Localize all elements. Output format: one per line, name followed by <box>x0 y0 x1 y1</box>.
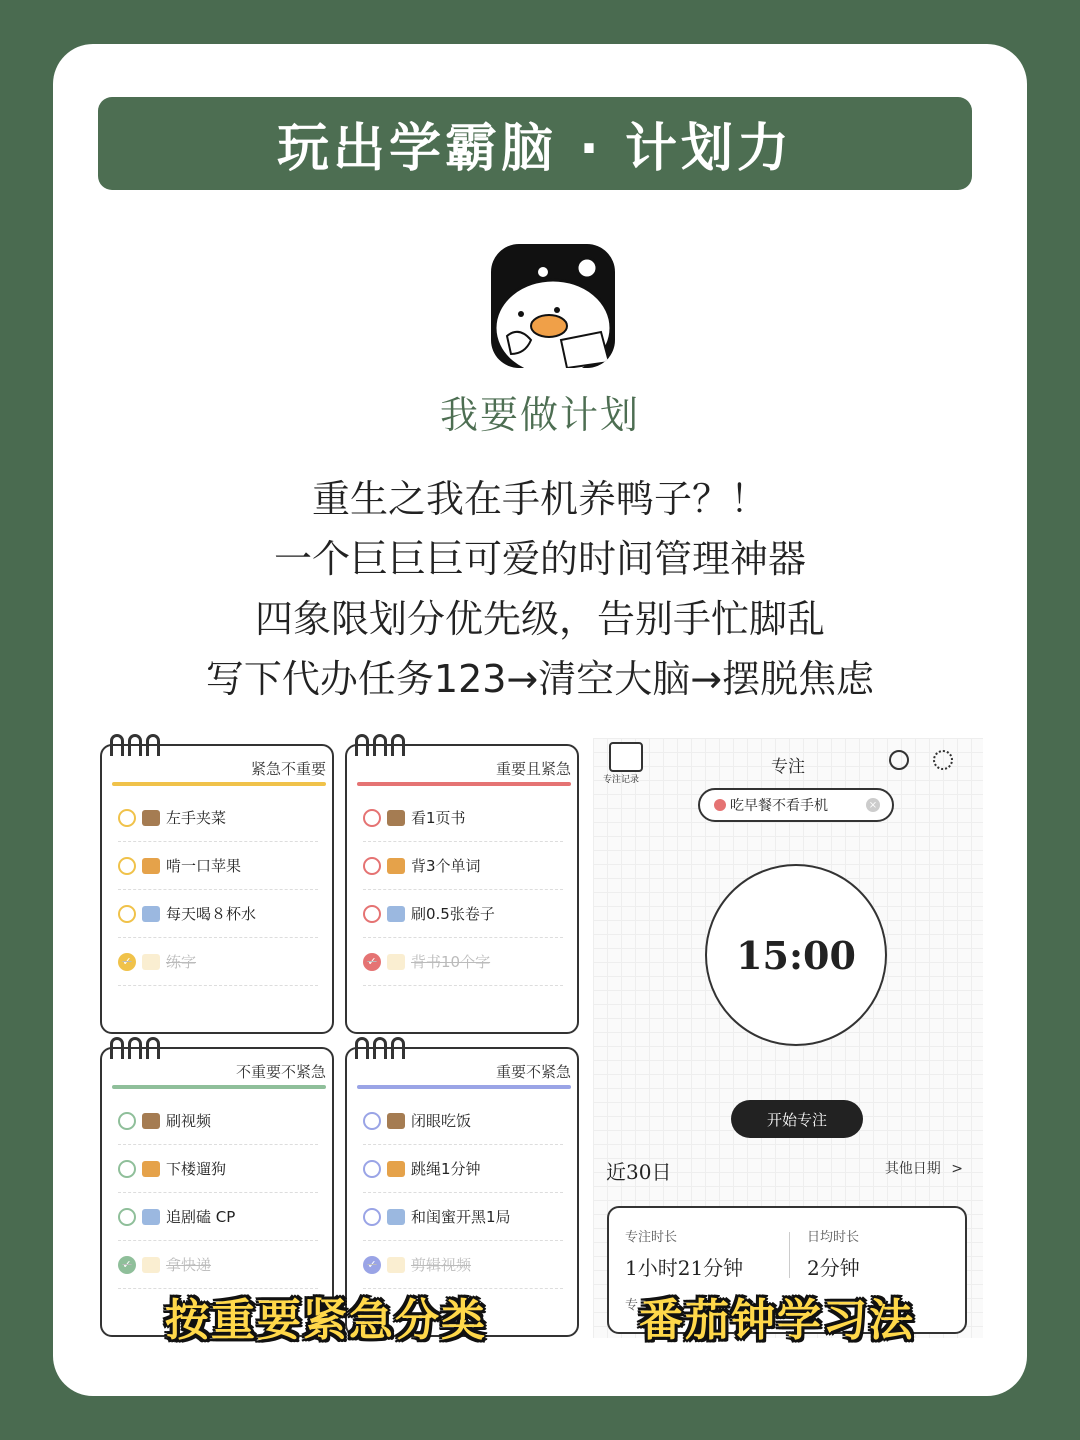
todo-label: 闭眼吃饭 <box>411 1112 472 1130</box>
todo-item[interactable] <box>363 938 563 986</box>
todo-item[interactable] <box>118 794 318 842</box>
todo-label: 刷视频 <box>166 1112 212 1130</box>
todo-item[interactable] <box>118 1193 318 1241</box>
todo-label: 跳绳1分钟 <box>411 1160 481 1178</box>
task-emoji-icon <box>387 906 405 922</box>
checkbox-icon[interactable] <box>363 809 381 827</box>
quadrant-panel <box>100 744 334 1034</box>
start-focus-button[interactable]: 开始专注 <box>731 1100 863 1138</box>
caption-right: 番茄钟学习法 <box>639 1295 915 1346</box>
checkbox-icon[interactable] <box>363 1160 381 1178</box>
todo-label: 看1页书 <box>411 809 466 827</box>
checkbox-icon[interactable] <box>363 857 381 875</box>
focus-task-label: 吃早餐不看手机 <box>730 798 828 814</box>
checkbox-icon[interactable] <box>363 1112 381 1130</box>
quadrant-divider <box>357 782 571 786</box>
focus-task-pill[interactable] <box>698 788 894 822</box>
stat-divider <box>789 1232 790 1278</box>
binder-rings-icon <box>355 734 405 756</box>
task-emoji-icon <box>387 1161 405 1177</box>
focus-record-label: 专注记录 <box>603 775 640 785</box>
desc-line-1: 重生之我在手机养鸭子？！ <box>311 477 768 521</box>
checkbox-icon[interactable] <box>363 905 381 923</box>
stat-focus-duration-label: 专注时长 <box>625 1230 678 1245</box>
task-emoji-icon <box>142 1161 160 1177</box>
todo-label: 下楼遛狗 <box>166 1160 227 1178</box>
binder-rings-icon <box>110 734 160 756</box>
task-emoji-icon <box>142 1209 160 1225</box>
todo-item[interactable] <box>363 842 563 890</box>
quadrant-title: 重要不紧急 <box>495 1063 571 1081</box>
recent-30-days: 近30日 <box>606 1160 672 1184</box>
desc-line-2: 一个巨巨巨可爱的时间管理神器 <box>273 537 806 581</box>
checkbox-icon[interactable] <box>118 1160 136 1178</box>
task-emoji-icon <box>142 1113 160 1129</box>
todo-label: 剪辑视频 <box>411 1256 472 1274</box>
timer-dial[interactable]: 15:00 <box>705 864 887 1046</box>
other-dates-link[interactable] <box>885 1158 963 1178</box>
task-emoji-icon <box>142 906 160 922</box>
other-dates-label: 其他日期 <box>884 1161 941 1177</box>
checkbox-icon[interactable] <box>363 1208 381 1226</box>
stat-third-label: 专 <box>625 1298 639 1313</box>
todo-label: 刷0.5张卷子 <box>411 905 495 923</box>
todo-label: 啃一口苹果 <box>166 857 242 875</box>
checkbox-icon[interactable] <box>118 857 136 875</box>
quadrant-divider <box>357 1085 571 1089</box>
checked-icon[interactable]: ✓ <box>363 1256 381 1274</box>
quadrant-title: 重要且紧急 <box>495 760 571 778</box>
checkbox-icon[interactable] <box>118 809 136 827</box>
task-emoji-icon <box>142 858 160 874</box>
clear-task-icon[interactable]: × <box>866 798 880 812</box>
content-card <box>53 44 1027 1396</box>
checked-icon[interactable]: ✓ <box>363 953 381 971</box>
todo-label: 每天喝８杯水 <box>166 905 257 923</box>
quadrant-title: 不重要不紧急 <box>235 1063 326 1081</box>
apple-icon <box>714 799 726 811</box>
checkbox-icon[interactable] <box>118 905 136 923</box>
focus-panel <box>593 738 983 1338</box>
todo-item[interactable] <box>118 1145 318 1193</box>
banner-title: 玩出学霸脑 · 计划力 <box>98 97 972 190</box>
todo-label: 追剧磕 CP <box>166 1208 236 1226</box>
checkbox-icon[interactable] <box>118 1112 136 1130</box>
task-emoji-icon <box>387 858 405 874</box>
task-emoji-icon <box>387 810 405 826</box>
music-icon[interactable] <box>889 750 909 770</box>
app-name: 我要做计划 <box>439 393 640 437</box>
todo-label: 背书10个字 <box>411 953 491 971</box>
checkbox-icon[interactable] <box>118 1208 136 1226</box>
caption-left: 按重要紧急分类 <box>165 1295 487 1346</box>
focus-title: 专注 <box>771 757 805 777</box>
todo-item[interactable] <box>363 794 563 842</box>
binder-rings-icon <box>110 1037 160 1059</box>
todo-item[interactable] <box>363 890 563 938</box>
todo-item[interactable] <box>363 1241 563 1289</box>
task-emoji-icon <box>142 1257 160 1273</box>
todo-label: 和闺蜜开黑1局 <box>411 1208 511 1226</box>
quadrant-panel <box>345 744 579 1034</box>
stat-daily-avg-label: 日均时长 <box>807 1230 860 1245</box>
checked-icon[interactable]: ✓ <box>118 1256 136 1274</box>
todo-item[interactable] <box>363 1097 563 1145</box>
task-emoji-icon <box>387 1113 405 1129</box>
task-emoji-icon <box>387 1209 405 1225</box>
settings-gear-icon[interactable] <box>933 750 953 770</box>
task-emoji-icon <box>142 954 160 970</box>
todo-item[interactable] <box>363 1145 563 1193</box>
desc-line-3: 四象限划分优先级，告别手忙脚乱 <box>254 597 825 641</box>
checked-icon[interactable]: ✓ <box>118 953 136 971</box>
todo-item[interactable] <box>118 890 318 938</box>
stat-daily-avg-value: 2分钟 <box>807 1256 860 1280</box>
task-emoji-icon <box>387 954 405 970</box>
binder-rings-icon <box>355 1037 405 1059</box>
task-emoji-icon <box>142 810 160 826</box>
task-emoji-icon <box>387 1257 405 1273</box>
desc-line-4: 写下代办任务123→清空大脑→摆脱焦虑 <box>205 657 875 701</box>
todo-item[interactable] <box>118 938 318 986</box>
chevron-right-icon: > <box>951 1161 963 1177</box>
todo-item[interactable] <box>118 842 318 890</box>
todo-label: 背3个单词 <box>411 857 481 875</box>
todo-label: 左手夹菜 <box>166 809 227 827</box>
quadrant-title: 紧急不重要 <box>250 760 326 778</box>
todo-label: 拿快递 <box>166 1256 212 1274</box>
app-icon-duck[interactable] <box>491 244 615 368</box>
quadrant-divider <box>112 1085 326 1089</box>
description <box>53 469 1027 709</box>
todo-item[interactable] <box>118 1241 318 1289</box>
todo-item[interactable] <box>118 1097 318 1145</box>
todo-label: 练字 <box>166 953 197 971</box>
quadrant-divider <box>112 782 326 786</box>
stat-focus-duration-value: 1小时21分钟 <box>625 1256 744 1280</box>
todo-item[interactable] <box>363 1193 563 1241</box>
